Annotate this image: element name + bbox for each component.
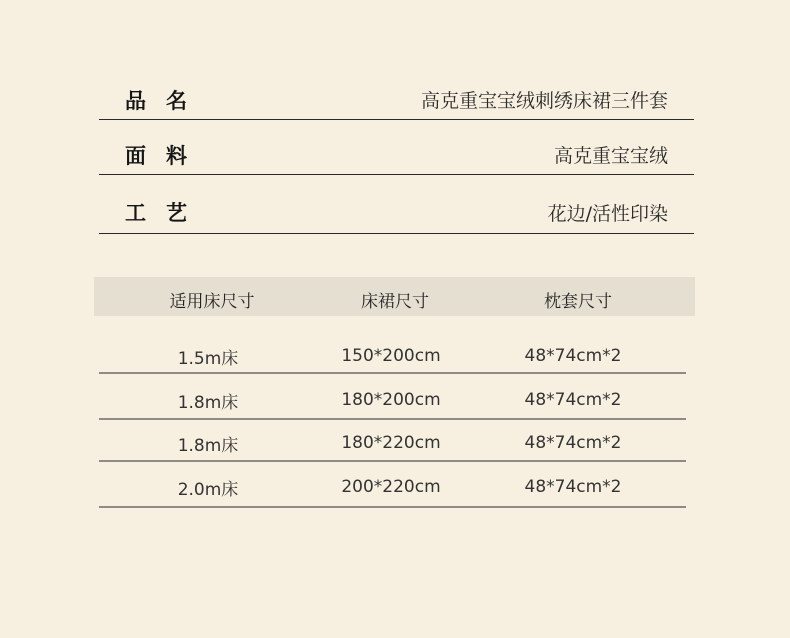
- row-divider: [99, 460, 686, 462]
- header-bed-size: 适用床尺寸: [169, 292, 255, 312]
- table-row: [99, 475, 686, 509]
- spec-value-fabric: 高克重宝宝绒: [553, 145, 668, 167]
- spec-value-product-name: 高克重宝宝绒刺绣床裙三件套: [420, 90, 668, 112]
- row-divider: [99, 372, 686, 374]
- cell-bed-size: 2.0m床: [177, 480, 239, 500]
- cell-pillowcase-size: 48*74cm*2: [524, 346, 622, 366]
- size-table-header: [94, 277, 695, 316]
- table-row: [99, 431, 686, 463]
- row-divider: [99, 506, 686, 508]
- cell-bed-skirt-size: 200*220cm: [341, 477, 441, 497]
- header-pillowcase-size: 枕套尺寸: [544, 292, 612, 312]
- spec-row-craft: [99, 191, 694, 234]
- cell-bed-size: 1.8m床: [177, 393, 239, 413]
- table-row: [99, 344, 686, 376]
- spec-label-craft: 工艺: [125, 201, 207, 225]
- cell-bed-size: 1.8m床: [177, 436, 239, 456]
- spec-row-product-name: [99, 80, 694, 120]
- cell-bed-skirt-size: 180*200cm: [341, 390, 441, 410]
- spec-label-product-name: 品名: [125, 88, 207, 113]
- spec-label-fabric: 面料: [125, 143, 207, 168]
- table-row: [99, 388, 686, 420]
- cell-pillowcase-size: 48*74cm*2: [524, 477, 622, 497]
- cell-bed-size: 1.5m床: [177, 349, 239, 369]
- header-bed-skirt-size: 床裙尺寸: [361, 292, 429, 312]
- cell-pillowcase-size: 48*74cm*2: [524, 433, 622, 453]
- spec-value-craft: 花边/活性印染: [547, 202, 668, 225]
- spec-row-fabric: [99, 135, 694, 175]
- cell-bed-skirt-size: 180*220cm: [341, 433, 441, 453]
- row-divider: [99, 418, 686, 420]
- cell-pillowcase-size: 48*74cm*2: [524, 390, 622, 410]
- cell-bed-skirt-size: 150*200cm: [341, 346, 441, 366]
